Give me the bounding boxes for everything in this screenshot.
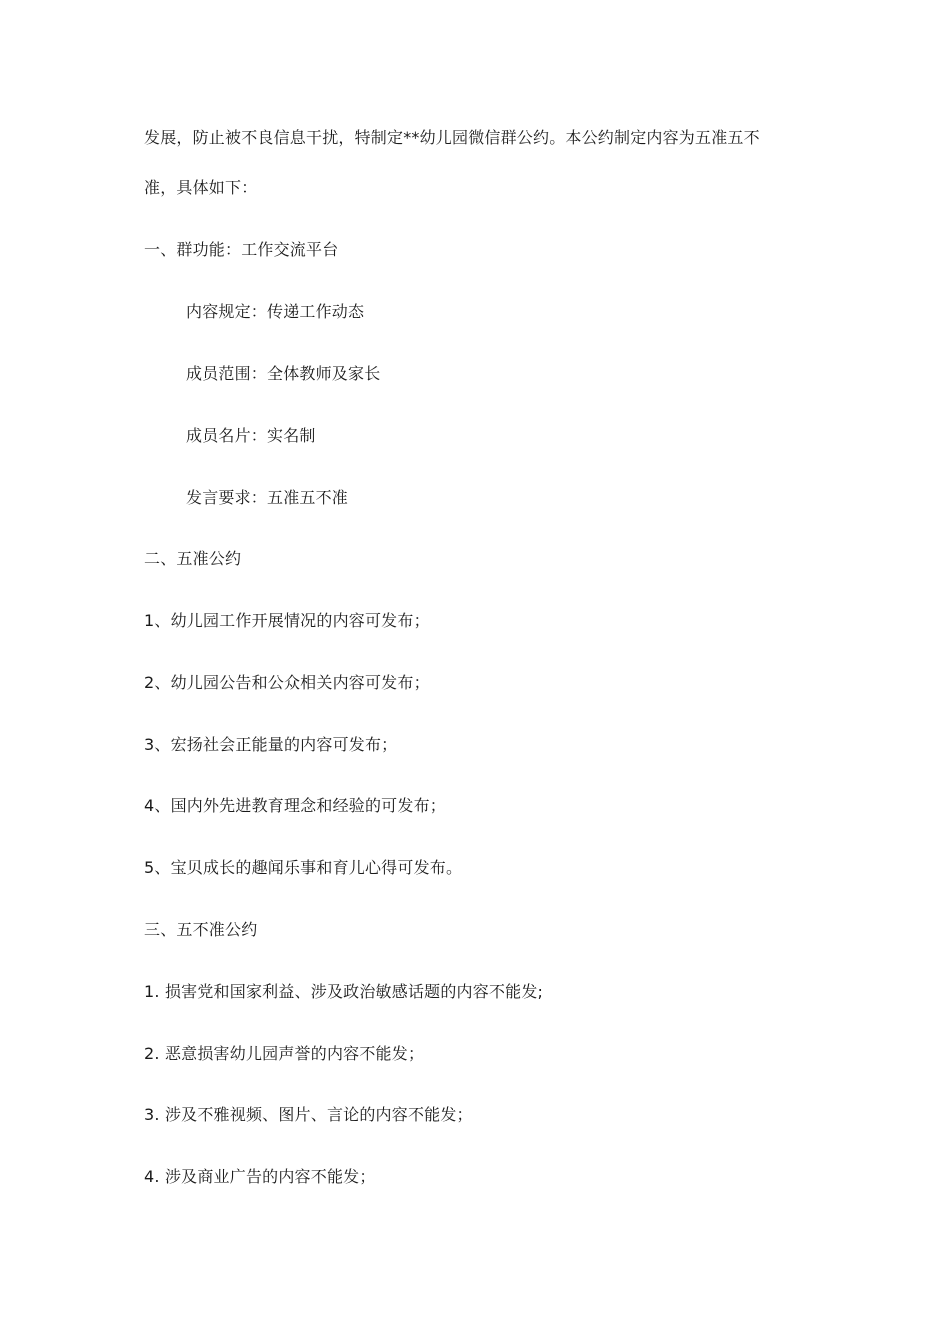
section1-item: 内容规定：传递工作动态 <box>186 302 365 321</box>
section2-heading: 二、五准公约 <box>144 549 242 568</box>
section1-item: 成员名片：实名制 <box>186 426 316 445</box>
section1-item: 成员范围：全体教师及家长 <box>186 364 381 383</box>
section3-item: 4. 涉及商业广告的内容不能发； <box>144 1167 376 1186</box>
section3-item: 1. 损害党和国家利益、涉及政治敏感话题的内容不能发; <box>144 982 544 1001</box>
intro-line-1: 发展，防止被不良信息干扰，特制定**幼儿园微信群公约。本公约制定内容为五准五不 <box>144 128 760 147</box>
section3-item: 3. 涉及不雅视频、图片、言论的内容不能发； <box>144 1105 473 1124</box>
section3-item: 2. 恶意损害幼儿园声誉的内容不能发； <box>144 1044 425 1063</box>
section2-item: 4、国内外先进教育理念和经验的可发布； <box>144 796 446 815</box>
section2-item: 3、宏扬社会正能量的内容可发布； <box>144 735 398 754</box>
section3-heading: 三、五不准公约 <box>144 920 258 939</box>
section2-item: 1、幼儿园工作开展情况的内容可发布； <box>144 611 430 630</box>
section2-item: 2、幼儿园公告和公众相关内容可发布； <box>144 673 430 692</box>
section1-item: 发言要求：五准五不准 <box>186 488 349 507</box>
intro-line-2: 准，具体如下： <box>144 178 258 197</box>
section2-item: 5、宝贝成长的趣闻乐事和育儿心得可发布。 <box>144 858 463 877</box>
section1-heading: 一、群功能：工作交流平台 <box>144 240 339 259</box>
